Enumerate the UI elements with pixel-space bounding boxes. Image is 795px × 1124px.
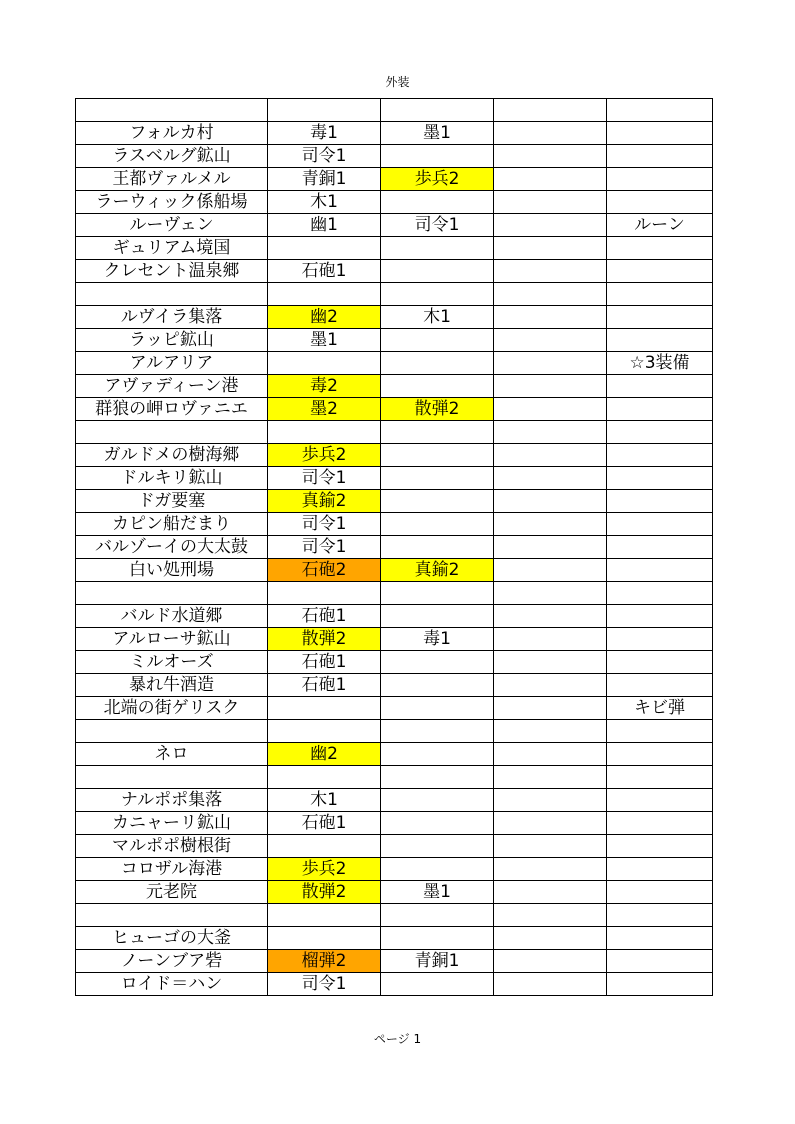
cell-note[interactable] — [607, 283, 713, 306]
cell-item-2[interactable] — [381, 582, 494, 605]
cell-location[interactable] — [76, 421, 268, 444]
cell-item-3[interactable] — [494, 168, 607, 191]
cell-item-1[interactable]: 墨1 — [268, 329, 381, 352]
cell-item-3[interactable] — [494, 191, 607, 214]
cell-item-3[interactable] — [494, 99, 607, 122]
cell-item-2[interactable] — [381, 536, 494, 559]
cell-item-1[interactable] — [268, 283, 381, 306]
table-row — [76, 467, 713, 490]
cell-location[interactable] — [76, 904, 268, 927]
table-row — [76, 260, 713, 283]
table-row — [76, 720, 713, 743]
cell-location[interactable] — [76, 720, 268, 743]
cell-location[interactable]: コロザル海港 — [76, 858, 268, 881]
cell-item-2[interactable]: 木1 — [381, 306, 494, 329]
cell-item-1[interactable]: 青銅1 — [268, 168, 381, 191]
cell-location[interactable]: ギュリアム境国 — [76, 237, 268, 260]
cell-note[interactable] — [607, 513, 713, 536]
cell-location[interactable]: フォルカ村 — [76, 122, 268, 145]
cell-item-3[interactable] — [494, 628, 607, 651]
cell-note[interactable] — [607, 766, 713, 789]
table-row — [76, 582, 713, 605]
table-row — [76, 651, 713, 674]
cell-item-2[interactable] — [381, 490, 494, 513]
cell-item-2[interactable] — [381, 927, 494, 950]
table-row — [76, 950, 713, 973]
cell-item-1[interactable]: 石砲1 — [268, 651, 381, 674]
cell-note[interactable] — [607, 651, 713, 674]
cell-item-2[interactable] — [381, 812, 494, 835]
table-row — [76, 973, 713, 996]
cell-item-2[interactable] — [381, 697, 494, 720]
cell-location[interactable]: アヴァディーン港 — [76, 375, 268, 398]
cell-item-2[interactable] — [381, 375, 494, 398]
cell-location[interactable]: 白い処刑場 — [76, 559, 268, 582]
cell-note[interactable] — [607, 927, 713, 950]
cell-item-1[interactable] — [268, 582, 381, 605]
cell-item-2[interactable] — [381, 835, 494, 858]
cell-item-1[interactable]: 石砲1 — [268, 812, 381, 835]
table-row — [76, 835, 713, 858]
cell-item-1[interactable]: 散弾2 — [268, 628, 381, 651]
cell-item-2[interactable]: 散弾2 — [381, 398, 494, 421]
cell-item-3[interactable] — [494, 858, 607, 881]
cell-item-2[interactable] — [381, 329, 494, 352]
cell-note[interactable] — [607, 858, 713, 881]
cell-item-1[interactable]: 司令1 — [268, 145, 381, 168]
cell-item-1[interactable]: 歩兵2 — [268, 444, 381, 467]
cell-note[interactable] — [607, 743, 713, 766]
spreadsheet-table — [75, 98, 713, 996]
cell-item-1[interactable] — [268, 697, 381, 720]
cell-item-1[interactable] — [268, 835, 381, 858]
cell-item-2[interactable]: 青銅1 — [381, 950, 494, 973]
cell-item-1[interactable]: 真鍮2 — [268, 490, 381, 513]
cell-item-1[interactable]: 毒1 — [268, 122, 381, 145]
cell-location[interactable]: ノーンブア砦 — [76, 950, 268, 973]
cell-note[interactable] — [607, 122, 713, 145]
cell-note[interactable] — [607, 559, 713, 582]
table-row — [76, 122, 713, 145]
cell-location[interactable]: ミルオーズ — [76, 651, 268, 674]
table-row — [76, 145, 713, 168]
table-row — [76, 375, 713, 398]
table-row — [76, 789, 713, 812]
table-row — [76, 697, 713, 720]
cell-location[interactable] — [76, 283, 268, 306]
cell-note[interactable] — [607, 973, 713, 996]
cell-item-3[interactable] — [494, 697, 607, 720]
table-row — [76, 812, 713, 835]
cell-location[interactable]: ナルポポ集落 — [76, 789, 268, 812]
cell-item-1[interactable]: 石砲2 — [268, 559, 381, 582]
cell-item-1[interactable] — [268, 904, 381, 927]
cell-item-3[interactable] — [494, 789, 607, 812]
cell-item-2[interactable] — [381, 513, 494, 536]
cell-note[interactable] — [607, 881, 713, 904]
cell-note[interactable] — [607, 789, 713, 812]
cell-item-2[interactable]: 司令1 — [381, 214, 494, 237]
cell-item-3[interactable] — [494, 260, 607, 283]
cell-location[interactable]: ラッピ鉱山 — [76, 329, 268, 352]
cell-item-1[interactable]: 石砲1 — [268, 260, 381, 283]
cell-item-2[interactable] — [381, 651, 494, 674]
cell-location[interactable]: ロイド＝ハン — [76, 973, 268, 996]
cell-item-1[interactable]: 散弾2 — [268, 881, 381, 904]
cell-item-1[interactable]: 榴弾2 — [268, 950, 381, 973]
cell-item-2[interactable]: 墨1 — [381, 881, 494, 904]
table-row — [76, 421, 713, 444]
cell-item-3[interactable] — [494, 881, 607, 904]
cell-item-1[interactable]: 司令1 — [268, 536, 381, 559]
cell-item-1[interactable]: 石砲1 — [268, 674, 381, 697]
page-header: 外装 — [385, 75, 410, 89]
cell-item-1[interactable]: 司令1 — [268, 973, 381, 996]
cell-item-3[interactable] — [494, 536, 607, 559]
cell-location[interactable] — [76, 582, 268, 605]
cell-item-3[interactable] — [494, 490, 607, 513]
cell-item-2[interactable]: 歩兵2 — [381, 168, 494, 191]
cell-item-2[interactable]: 真鍮2 — [381, 559, 494, 582]
cell-location[interactable]: アルアリア — [76, 352, 268, 375]
table-row — [76, 881, 713, 904]
cell-note[interactable]: ルーン — [607, 214, 713, 237]
cell-item-3[interactable] — [494, 237, 607, 260]
cell-location[interactable] — [76, 766, 268, 789]
table-row — [76, 605, 713, 628]
table-row — [76, 536, 713, 559]
cell-item-3[interactable] — [494, 743, 607, 766]
cell-note[interactable] — [607, 99, 713, 122]
cell-location[interactable]: アルローサ鉱山 — [76, 628, 268, 651]
cell-location[interactable]: マルポポ樹根街 — [76, 835, 268, 858]
cell-item-1[interactable]: 幽2 — [268, 306, 381, 329]
cell-item-1[interactable]: 墨2 — [268, 398, 381, 421]
cell-location[interactable]: ルーヴェン — [76, 214, 268, 237]
cell-item-3[interactable] — [494, 950, 607, 973]
cell-location[interactable]: ヒューゴの大釜 — [76, 927, 268, 950]
cell-location[interactable]: 王都ヴァルメル — [76, 168, 268, 191]
cell-note[interactable] — [607, 375, 713, 398]
cell-item-1[interactable] — [268, 766, 381, 789]
table-row — [76, 168, 713, 191]
cell-note[interactable] — [607, 605, 713, 628]
cell-item-3[interactable] — [494, 766, 607, 789]
cell-note[interactable] — [607, 237, 713, 260]
cell-item-1[interactable] — [268, 352, 381, 375]
cell-note[interactable] — [607, 812, 713, 835]
cell-location[interactable]: バルド水道郷 — [76, 605, 268, 628]
cell-item-1[interactable]: 木1 — [268, 789, 381, 812]
cell-item-2[interactable] — [381, 789, 494, 812]
cell-item-2[interactable] — [381, 743, 494, 766]
cell-item-3[interactable] — [494, 605, 607, 628]
cell-item-2[interactable] — [381, 858, 494, 881]
table-body — [76, 99, 713, 996]
cell-location[interactable]: ラスベルグ鉱山 — [76, 145, 268, 168]
cell-note[interactable] — [607, 490, 713, 513]
table-row — [76, 283, 713, 306]
cell-item-3[interactable] — [494, 375, 607, 398]
cell-note[interactable] — [607, 582, 713, 605]
cell-item-3[interactable] — [494, 122, 607, 145]
cell-item-3[interactable] — [494, 398, 607, 421]
cell-item-1[interactable]: 木1 — [268, 191, 381, 214]
cell-note[interactable]: キビ弾 — [607, 697, 713, 720]
table-row — [76, 490, 713, 513]
cell-item-3[interactable] — [494, 513, 607, 536]
cell-note[interactable] — [607, 191, 713, 214]
cell-item-3[interactable] — [494, 444, 607, 467]
cell-item-1[interactable] — [268, 720, 381, 743]
cell-location[interactable]: 群狼の岬ロヴァニエ — [76, 398, 268, 421]
cell-item-3[interactable] — [494, 973, 607, 996]
cell-item-3[interactable] — [494, 467, 607, 490]
cell-note[interactable] — [607, 674, 713, 697]
cell-note[interactable] — [607, 421, 713, 444]
cell-item-3[interactable] — [494, 651, 607, 674]
page-footer: ページ 1 — [373, 1032, 422, 1046]
cell-note[interactable] — [607, 398, 713, 421]
table-row — [76, 628, 713, 651]
cell-note[interactable] — [607, 720, 713, 743]
cell-item-1[interactable]: 司令1 — [268, 513, 381, 536]
cell-item-2[interactable] — [381, 283, 494, 306]
cell-item-2[interactable] — [381, 237, 494, 260]
cell-item-1[interactable] — [268, 99, 381, 122]
cell-location[interactable]: ネロ — [76, 743, 268, 766]
cell-item-1[interactable]: 幽2 — [268, 743, 381, 766]
cell-note[interactable] — [607, 904, 713, 927]
cell-item-2[interactable] — [381, 145, 494, 168]
cell-item-2[interactable] — [381, 674, 494, 697]
cell-item-2[interactable]: 墨1 — [381, 122, 494, 145]
cell-item-3[interactable] — [494, 835, 607, 858]
table-row — [76, 674, 713, 697]
cell-item-1[interactable]: 石砲1 — [268, 605, 381, 628]
cell-item-1[interactable] — [268, 927, 381, 950]
cell-note[interactable] — [607, 168, 713, 191]
table-row — [76, 329, 713, 352]
table-row — [76, 99, 713, 122]
cell-item-1[interactable] — [268, 421, 381, 444]
cell-item-3[interactable] — [494, 904, 607, 927]
cell-item-2[interactable] — [381, 467, 494, 490]
cell-note[interactable] — [607, 306, 713, 329]
cell-item-1[interactable]: 歩兵2 — [268, 858, 381, 881]
cell-note[interactable] — [607, 536, 713, 559]
cell-note[interactable] — [607, 329, 713, 352]
cell-location[interactable]: ガルドメの樹海郷 — [76, 444, 268, 467]
table-row — [76, 398, 713, 421]
table-row — [76, 904, 713, 927]
table-row — [76, 444, 713, 467]
cell-item-2[interactable] — [381, 973, 494, 996]
cell-location[interactable]: 暴れ牛酒造 — [76, 674, 268, 697]
cell-item-1[interactable] — [268, 237, 381, 260]
table-row — [76, 237, 713, 260]
cell-item-3[interactable] — [494, 421, 607, 444]
cell-item-1[interactable]: 司令1 — [268, 467, 381, 490]
cell-item-2[interactable] — [381, 191, 494, 214]
cell-item-2[interactable]: 毒1 — [381, 628, 494, 651]
cell-location[interactable]: ドルキリ鉱山 — [76, 467, 268, 490]
cell-note[interactable] — [607, 467, 713, 490]
table-row — [76, 306, 713, 329]
cell-item-3[interactable] — [494, 214, 607, 237]
cell-location[interactable]: カピン船だまり — [76, 513, 268, 536]
cell-item-2[interactable] — [381, 720, 494, 743]
table-row — [76, 858, 713, 881]
table-row — [76, 513, 713, 536]
cell-item-1[interactable]: 毒2 — [268, 375, 381, 398]
cell-item-3[interactable] — [494, 674, 607, 697]
cell-note[interactable] — [607, 145, 713, 168]
cell-item-3[interactable] — [494, 329, 607, 352]
cell-item-3[interactable] — [494, 812, 607, 835]
cell-item-3[interactable] — [494, 283, 607, 306]
cell-item-2[interactable] — [381, 421, 494, 444]
cell-location[interactable]: ドガ要塞 — [76, 490, 268, 513]
cell-item-3[interactable] — [494, 927, 607, 950]
cell-item-2[interactable] — [381, 605, 494, 628]
cell-note[interactable] — [607, 260, 713, 283]
cell-item-2[interactable] — [381, 99, 494, 122]
cell-item-2[interactable] — [381, 444, 494, 467]
table-row — [76, 743, 713, 766]
cell-note[interactable] — [607, 444, 713, 467]
cell-item-3[interactable] — [494, 559, 607, 582]
cell-note[interactable] — [607, 835, 713, 858]
cell-location[interactable]: バルゾーイの大太鼓 — [76, 536, 268, 559]
cell-location[interactable] — [76, 99, 268, 122]
cell-item-3[interactable] — [494, 306, 607, 329]
cell-item-1[interactable]: 幽1 — [268, 214, 381, 237]
cell-item-2[interactable] — [381, 766, 494, 789]
cell-location[interactable]: 北端の街ゲリスク — [76, 697, 268, 720]
cell-note[interactable] — [607, 628, 713, 651]
cell-item-3[interactable] — [494, 352, 607, 375]
table-row — [76, 214, 713, 237]
cell-item-2[interactable] — [381, 260, 494, 283]
cell-note[interactable]: ☆3装備 — [607, 352, 713, 375]
cell-location[interactable]: 元老院 — [76, 881, 268, 904]
cell-item-3[interactable] — [494, 720, 607, 743]
cell-item-2[interactable] — [381, 352, 494, 375]
table-row — [76, 352, 713, 375]
table-row — [76, 927, 713, 950]
table-row — [76, 559, 713, 582]
cell-item-3[interactable] — [494, 145, 607, 168]
table-row — [76, 766, 713, 789]
cell-item-3[interactable] — [494, 582, 607, 605]
cell-note[interactable] — [607, 950, 713, 973]
cell-location[interactable]: クレセント温泉郷 — [76, 260, 268, 283]
cell-location[interactable]: ラーウィック係船場 — [76, 191, 268, 214]
cell-location[interactable]: ルヴイラ集落 — [76, 306, 268, 329]
cell-item-2[interactable] — [381, 904, 494, 927]
cell-location[interactable]: カニャーリ鉱山 — [76, 812, 268, 835]
table-row — [76, 191, 713, 214]
